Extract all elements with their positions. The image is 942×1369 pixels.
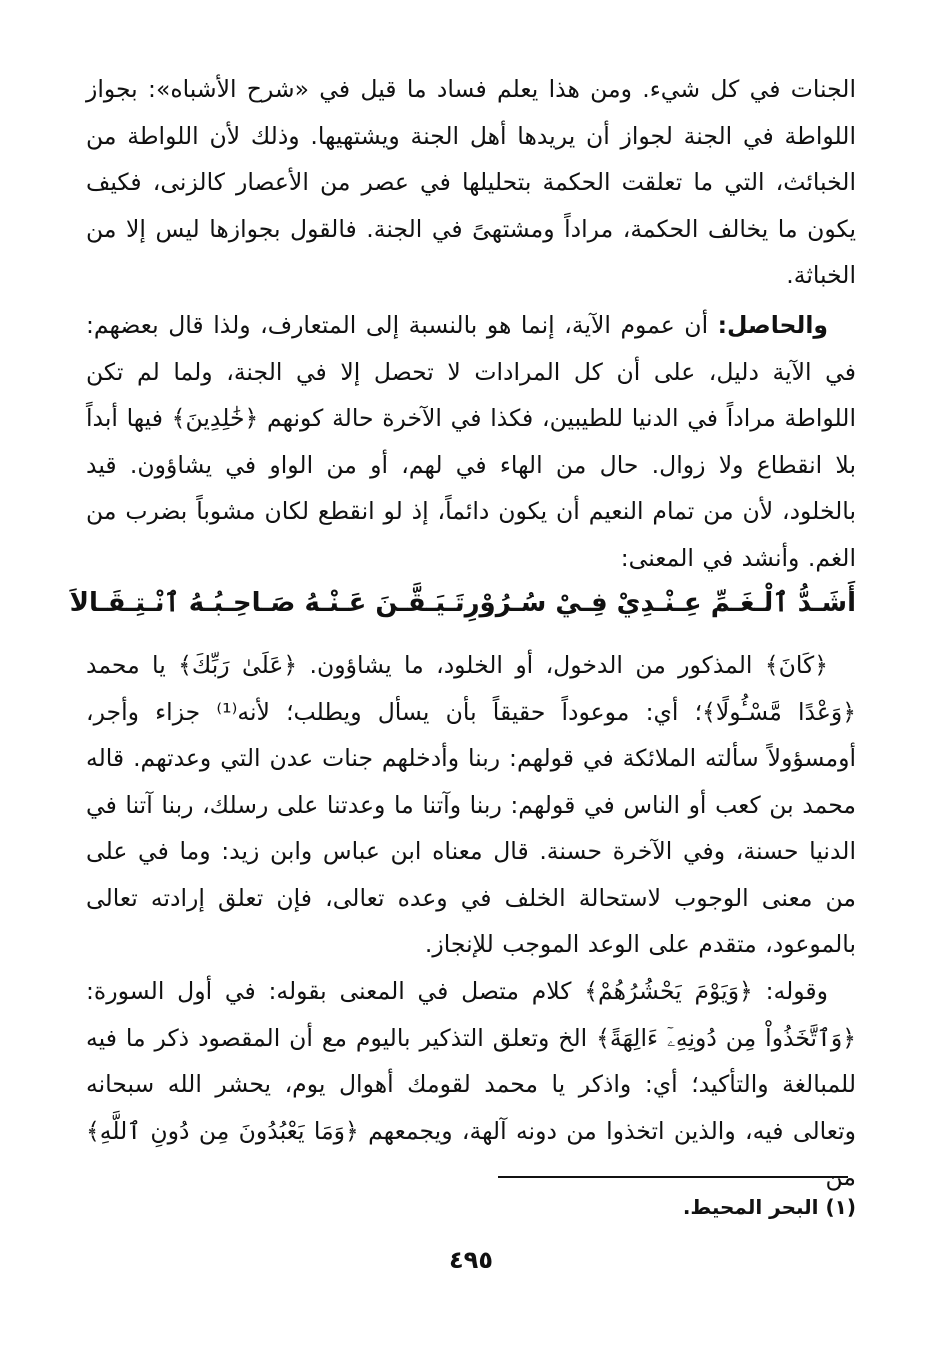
page-number: ٤٩٥ bbox=[449, 1246, 493, 1274]
paragraph-4 bbox=[86, 968, 856, 1201]
poetry-verse bbox=[69, 578, 856, 628]
paragraph-1 bbox=[86, 66, 856, 299]
verse-first-hemistich: أَشَـدُّ ٱلْـغَـمِّ عِـنْـدِيْ فِـيْ سُـرُوْرِ bbox=[464, 588, 856, 618]
paragraph-1-text: الجنات في كل شيء. ومن هذا يعلم فساد ما قيل في «شرح الأشباه»: بجواز اللواطة في الجنة لجواز أن يريدها أهل الجنة ويشتهيها. وذلك لأن اللواطة من الخبائث، التي ما تعلقت الحكمة بتحليلها في عصر من الأعصار كالزنى، فكيف يكون ما يخالف الحكمة، مراداً ومشتهىً في الجنة. فالقول بجوازها ليس إلا من الخباثة. bbox=[86, 75, 856, 289]
paragraph-2-text: أن عموم الآية، إنما هو بالنسبة إلى المتعارف، ولذا قال بعضهم: في الآية دليل، على أن كل المرادات لا تحصل إلا في الجنة، ولما لم تكن اللواطة مراداً في الدنيا للطيبين، فكذا في الآخرة حالة كونهم ﴿خَٰلِدِينَ﴾ فيها أبداً بلا انقطاع ولا زوال. حال من الهاء في لهم، أو من الواو في يشاؤون. قيد بالخلود، لأن من تمام النعيم أن يكون دائماً، إذ لو انقطع لكان مشوباً بضرب من الغم. وأنشد في المعنى: bbox=[86, 311, 856, 572]
paragraph-3 bbox=[86, 642, 856, 968]
footnote: (١) البحر المحيط. bbox=[682, 1195, 856, 1219]
verse-second-hemistich: تَـيَـقَّـنَ عَـنْـهُ صَـاحِـبُـهُ ٱنْـتِـقَـالاَ bbox=[69, 588, 465, 618]
paragraph-3-text: ﴿كَانَ﴾ المذكور من الدخول، أو الخلود، ما يشاؤون. ﴿عَلَىٰ رَبِّكَ﴾ يا محمد ﴿وَعْدًا مَّسْـُٔولًا﴾؛ أي: موعوداً حقيقاً بأن يسأل ويطلب؛ لأنه⁽¹⁾ جزاء وأجر، أومسؤولاً سألته الملائكة في قولهم: ربنا وأدخلهم جنات عدن التي وعدتهم. قاله محمد بن كعب أو الناس في قولهم: ربنا وآتنا ما وعدتنا على رسلك، ربنا آتنا في الدنيا حسنة، وفي الآخرة حسنة. قال معناه ابن عباس وابن زيد: وما في على من معنى الوجوب لاستحالة الخلف في وعده تعالى، فإن تعلق إرادته تعالى بالموعود، متقدم على الوعد الموجب للإنجاز. bbox=[86, 651, 856, 958]
paragraph-2 bbox=[86, 302, 856, 581]
footnote-divider bbox=[498, 1176, 848, 1178]
paragraph-4-text: وقوله: ﴿وَيَوْمَ يَحْشُرُهُمْ﴾ كلام متصل في المعنى بقوله: في أول السورة: ﴿وَٱتَّخَذُواْ مِن دُونِهِۦٓ ءَالِهَةً﴾ الخ وتعلق التذكير باليوم مع أن المقصود ذكر ما فيه للمبالغة والتأكيد؛ أي: واذكر يا محمد لقومك أهوال يوم، يحشر الله سبحانه وتعالى فيه، والذين اتخذوا من دونه آلهة، ويجمعهم ﴿وَمَا يَعْبُدُونَ مِن دُونِ ٱللَّهِ﴾ من bbox=[86, 977, 856, 1191]
paragraph-2-lead: والحاصل: bbox=[717, 311, 828, 339]
